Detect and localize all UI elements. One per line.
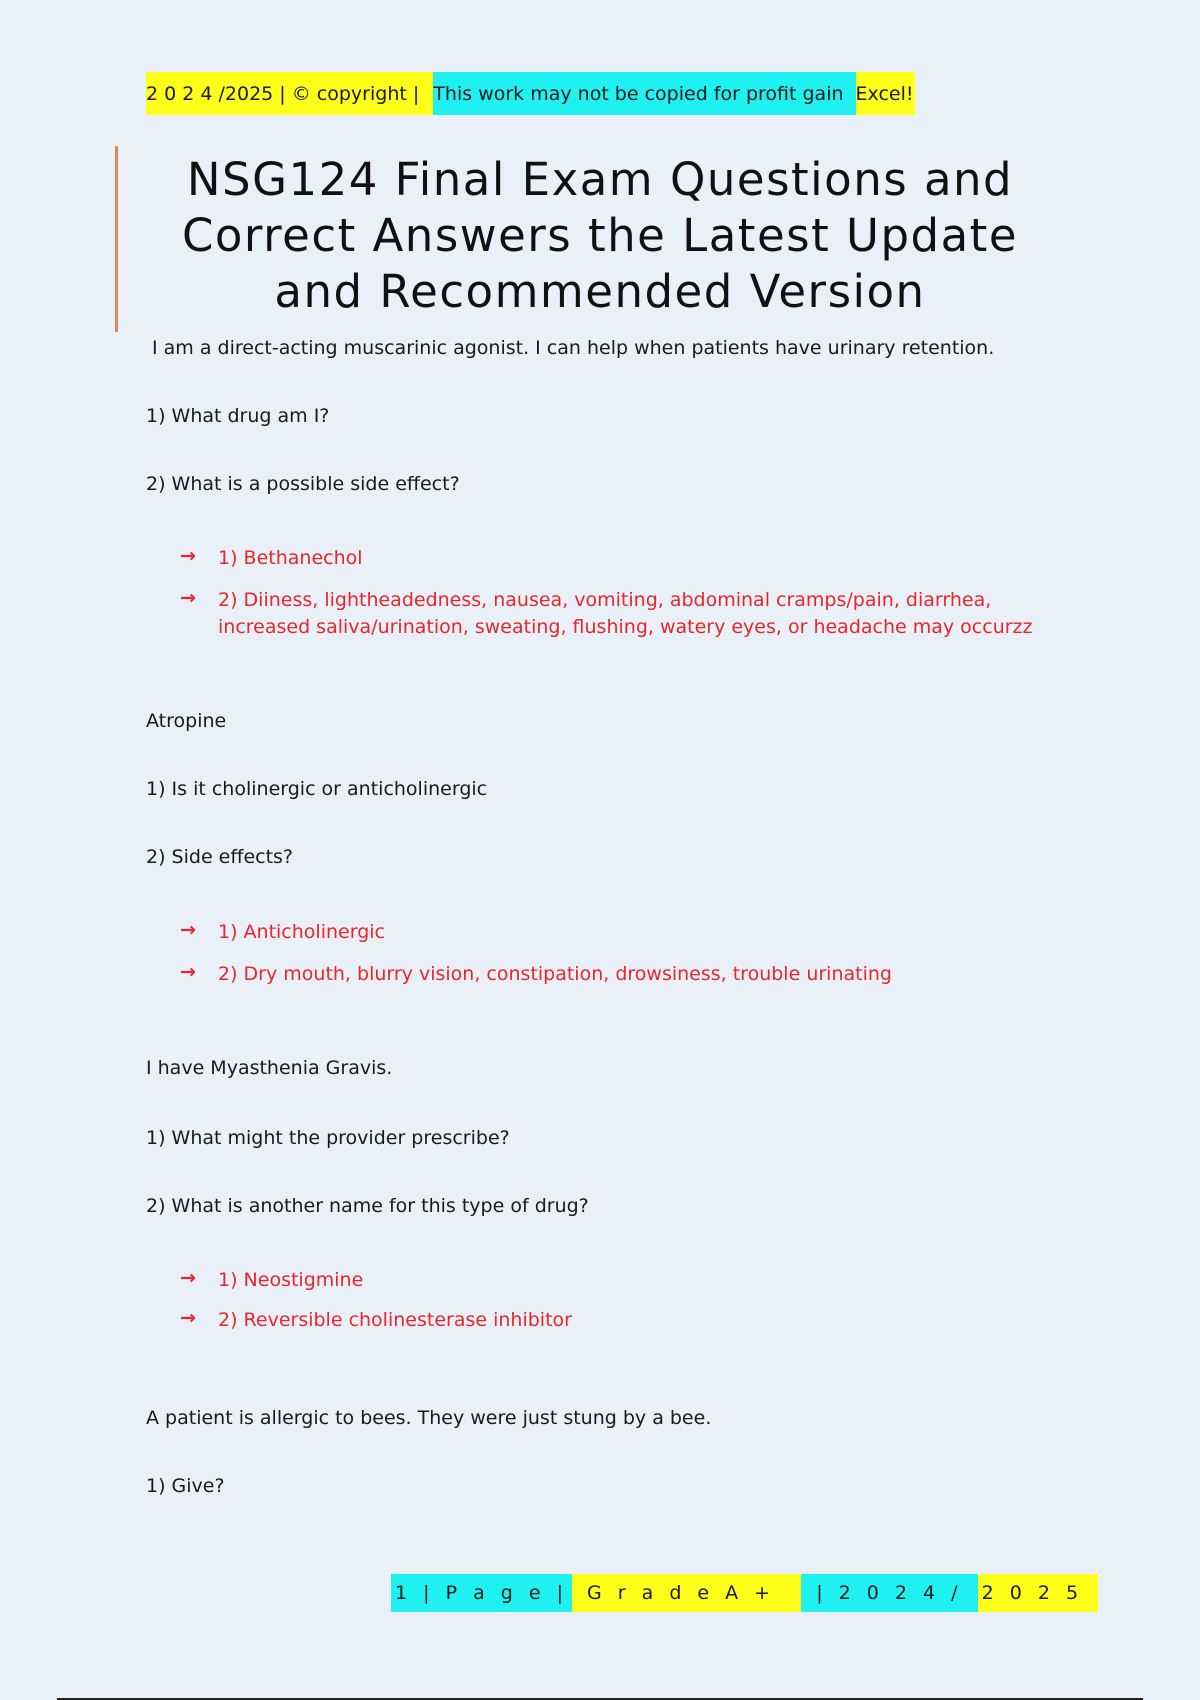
section-4-prompt: A patient is allergic to bees. They were just stung by a bee. xyxy=(146,1407,712,1429)
answer-text: 1) Anticholinergic xyxy=(218,921,385,943)
section-3-prompt: I have Myasthenia Gravis. xyxy=(146,1057,393,1079)
section-2-answer-1 xyxy=(180,919,385,946)
footer-year-b xyxy=(978,1574,1099,1612)
section-1-question-1: 1) What drug am I? xyxy=(146,405,330,427)
header-copyright xyxy=(146,72,433,115)
header-banner xyxy=(146,72,915,115)
document-title: NSG124 Final Exam Questions and Correct Answers the Latest Update and Recommended Version xyxy=(181,153,1019,318)
footer-year-b-text: 2 0 2 5 xyxy=(981,1582,1095,1604)
footer-grade xyxy=(572,1574,801,1612)
header-notice-text: This work may not be copied for profit gain xyxy=(433,82,844,105)
footer-year-a-text: | 2 0 2 4 / xyxy=(805,1582,974,1604)
section-1-question-2: 2) What is a possible side effect? xyxy=(146,473,460,495)
title-accent-bar xyxy=(115,146,118,332)
section-3-question-1: 1) What might the provider prescribe? xyxy=(146,1127,510,1149)
arrow-right-icon: → xyxy=(180,961,196,983)
arrow-right-icon: → xyxy=(180,545,196,567)
answer-text: 2) Dry mouth, blurry vision, constipation, drowsiness, trouble urinating xyxy=(218,963,892,985)
section-2-question-1: 1) Is it cholinergic or anticholinergic xyxy=(146,778,488,800)
section-3-question-2: 2) What is another name for this type of drug? xyxy=(146,1195,589,1217)
section-3-answer-1 xyxy=(180,1267,363,1294)
section-1-answer-1 xyxy=(180,545,363,572)
footer-page xyxy=(391,1574,572,1612)
section-1-prompt: I am a direct-acting muscarinic agonist. I can help when patients have urinary retention. xyxy=(152,337,995,359)
footer-year-a xyxy=(801,1574,977,1612)
section-1-answer-2 xyxy=(180,587,1060,641)
answer-text: 1) Neostigmine xyxy=(218,1269,364,1291)
arrow-right-icon: → xyxy=(180,1307,196,1329)
header-notice xyxy=(433,72,855,115)
answer-text: 2) Diiness, lightheadedness, nausea, vomiting, abdominal cramps/pain, diarrhea, increased saliva/urination, sweating, flushing, watery eyes, or headache may occurzz xyxy=(218,589,1033,638)
footer-grade-text: G r a d e A + xyxy=(575,1582,798,1604)
arrow-right-icon: → xyxy=(180,919,196,941)
answer-text: 2) Reversible cholinesterase inhibitor xyxy=(218,1309,572,1331)
header-excel-text: Excel! xyxy=(855,82,914,105)
header-year-copyright-text: 2 0 2 4 /2025 | © copyright | xyxy=(146,82,432,105)
footer-banner xyxy=(391,1574,1098,1612)
arrow-right-icon: → xyxy=(180,1267,196,1289)
section-3-answer-2 xyxy=(180,1307,572,1334)
answer-text: 1) Bethanechol xyxy=(218,547,363,569)
arrow-right-icon: → xyxy=(180,587,196,609)
section-2-question-2: 2) Side effects? xyxy=(146,846,294,868)
section-2-prompt: Atropine xyxy=(146,710,227,732)
footer-page-text: 1 | P a g e | xyxy=(395,1582,568,1604)
section-2-answer-2 xyxy=(180,961,892,988)
header-excel xyxy=(856,72,916,115)
section-4-question-1: 1) Give? xyxy=(146,1475,225,1497)
